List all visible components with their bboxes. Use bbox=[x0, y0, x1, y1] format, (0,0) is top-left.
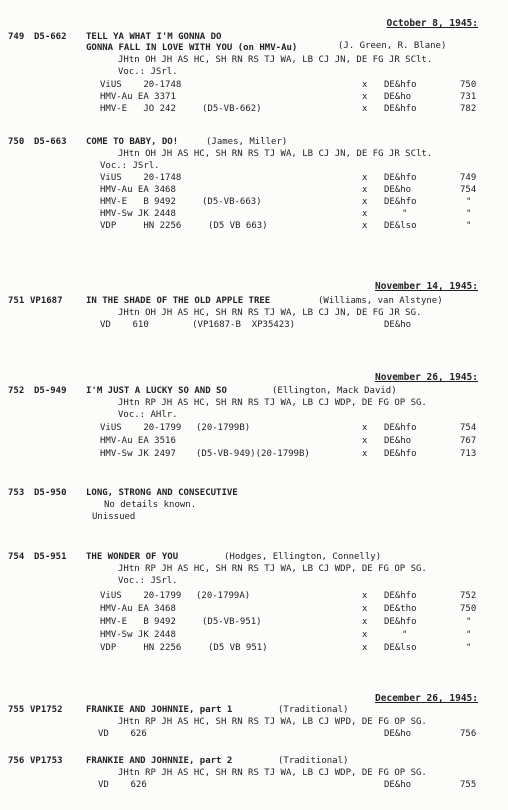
issue-ref: DE&hfo bbox=[384, 423, 417, 433]
song-title: THE WONDER OF YOU bbox=[86, 552, 179, 562]
composers: (Hodges, Ellington, Connelly) bbox=[224, 552, 382, 562]
issue-next: 731 bbox=[460, 92, 477, 102]
entry-number: 756 bbox=[8, 756, 25, 766]
issue-mark: x bbox=[362, 630, 368, 640]
matrix-number: D5-949 bbox=[34, 386, 67, 396]
song-title: LONG, STRONG AND CONSECUTIVE bbox=[86, 488, 238, 498]
issue-ref: DE&hfo bbox=[384, 197, 417, 207]
issue-ref: DE&lso bbox=[384, 643, 417, 653]
issue-mark: x bbox=[362, 449, 368, 459]
issue-extra: (D5-VB-951) bbox=[202, 617, 262, 627]
entry-number: 749 bbox=[8, 32, 25, 42]
issue-extra: (D5 VB 663) bbox=[208, 221, 268, 231]
session-date: November 14, 1945: bbox=[375, 281, 478, 292]
issue-next: 750 bbox=[460, 604, 477, 614]
composers: (Ellington, Mack David) bbox=[272, 386, 397, 396]
issue-mark: x bbox=[362, 604, 368, 614]
issue-ref: DE&ho bbox=[384, 92, 412, 102]
issue-label: HMV-E JO 242 bbox=[100, 104, 176, 114]
issue-next: 752 bbox=[460, 591, 477, 601]
session-date: October 8, 1945: bbox=[386, 18, 478, 29]
entry-number: 753 bbox=[8, 488, 25, 498]
issue-next: 713 bbox=[460, 449, 477, 459]
issue-next: " bbox=[466, 643, 472, 653]
song-title: IN THE SHADE OF THE OLD APPLE TREE bbox=[86, 296, 271, 306]
issue-next: " bbox=[466, 617, 472, 627]
issue-label: ViUS 20-1748 bbox=[100, 173, 182, 183]
issue-label: VD 610 (VP1687-B XP35423) bbox=[100, 320, 296, 330]
issue-label: VD 626 bbox=[98, 780, 147, 790]
issue-ref: DE&hfo bbox=[384, 617, 417, 627]
issue-label: HMV-E B 9492 bbox=[100, 197, 176, 207]
song-title: FRANKIE AND JOHNNIE, part 1 bbox=[86, 705, 233, 715]
issue-next: 750 bbox=[460, 80, 477, 90]
issue-extra: (D5 VB 951) bbox=[208, 643, 268, 653]
vocalist: Voc.: JSrl. bbox=[100, 161, 160, 171]
issue-next: 754 bbox=[460, 185, 477, 195]
personnel: JHtn RP JH AS HC, SH RN RS TJ WA, LB CJ WDP, DE FG OP SG. bbox=[118, 398, 427, 408]
issue-mark: x bbox=[362, 185, 368, 195]
issue-ref: DE&hfo bbox=[384, 104, 417, 114]
entry-number: 752 bbox=[8, 386, 25, 396]
issue-mark: x bbox=[362, 104, 368, 114]
personnel: JHtn OH JH AS HC, SH RN RS TJ WA, LB CJ JN, DE FG JR SClt. bbox=[118, 55, 433, 65]
issue-next: 782 bbox=[460, 104, 477, 114]
session-note: No details known. bbox=[104, 500, 197, 510]
issue-extra: (20-1799B) bbox=[196, 423, 251, 433]
issue-ref: DE&hfo bbox=[384, 80, 417, 90]
composers: (Williams, van Alstyne) bbox=[318, 296, 443, 306]
matrix-number: VP1753 bbox=[30, 756, 63, 766]
composers: (James, Miller) bbox=[206, 137, 288, 147]
issue-extra: (20-1799A) bbox=[196, 591, 251, 601]
personnel: JHtn RP JH AS HC, SH RN RS TJ WA, LB CJ WPD, DE FG OP SG. bbox=[118, 717, 427, 727]
issue-next: " bbox=[466, 209, 472, 219]
session-date: December 26, 1945: bbox=[375, 693, 478, 704]
issue-next: " bbox=[466, 197, 472, 207]
issue-mark: x bbox=[362, 173, 368, 183]
song-title: I'M JUST A LUCKY SO AND SO bbox=[86, 386, 227, 396]
matrix-number: D5-951 bbox=[34, 552, 67, 562]
entry-number: 754 bbox=[8, 552, 25, 562]
issue-next: 749 bbox=[460, 173, 477, 183]
matrix-number: D5-662 bbox=[34, 32, 67, 42]
composers: (Traditional) bbox=[278, 756, 349, 766]
issue-next: 756 bbox=[460, 729, 477, 739]
vocalist: Voc.: AHlr. bbox=[118, 410, 178, 420]
issue-label: HMV-Au EA 3468 bbox=[100, 185, 176, 195]
issue-ref: DE&ho bbox=[384, 320, 412, 330]
issue-extra: (D5-VB-662) bbox=[202, 104, 262, 114]
issue-label: ViUS 20-1748 bbox=[100, 80, 182, 90]
issue-mark: x bbox=[362, 197, 368, 207]
issue-label: HMV-Au EA 3371 bbox=[100, 92, 176, 102]
issue-mark: x bbox=[362, 591, 368, 601]
vocalist: Voc.: JSrl. bbox=[118, 576, 178, 586]
issue-label: HMV-Au EA 3516 bbox=[100, 436, 176, 446]
entry-number: 750 bbox=[8, 137, 25, 147]
matrix-number: D5-663 bbox=[34, 137, 67, 147]
session-note: Unissued bbox=[92, 512, 136, 522]
issue-label: HMV-Au EA 3468 bbox=[100, 604, 176, 614]
issue-mark: x bbox=[362, 209, 368, 219]
composers: (J. Green, R. Blane) bbox=[338, 41, 447, 51]
song-title: GONNA FALL IN LOVE WITH YOU (on HMV-Au) bbox=[86, 43, 298, 53]
issue-ref: DE&hfo bbox=[384, 449, 417, 459]
personnel: JHtn OH JH AS HC, SH RN RS TJ WA, LB CJ JN, DE FG JR SClt. bbox=[118, 149, 433, 159]
entry-number: 751 bbox=[8, 296, 25, 306]
composers: (Traditional) bbox=[278, 705, 349, 715]
issue-next: 767 bbox=[460, 436, 477, 446]
issue-label: ViUS 20-1799 bbox=[100, 591, 182, 601]
personnel: JHtn RP JH AS HC, SH RN RS TJ WA, LB CJ WDP, DE FG OP SG. bbox=[118, 768, 427, 778]
session-date: November 26, 1945: bbox=[375, 372, 478, 383]
issue-ref: DE&tho bbox=[384, 604, 417, 614]
issue-ref: " bbox=[402, 209, 408, 219]
song-title: COME TO BABY, DO! bbox=[86, 137, 179, 147]
issue-label: HMV-E B 9492 bbox=[100, 617, 176, 627]
issue-mark: x bbox=[362, 643, 368, 653]
issue-next: 755 bbox=[460, 780, 477, 790]
issue-label: HMV-Sw JK 2448 bbox=[100, 630, 176, 640]
issue-label: HMV-Sw JK 2497 bbox=[100, 449, 176, 459]
issue-ref: DE&ho bbox=[384, 729, 412, 739]
issue-label: VDP HN 2256 bbox=[100, 221, 182, 231]
song-title: TELL YA WHAT I'M GONNA DO bbox=[86, 32, 222, 42]
issue-next: " bbox=[466, 630, 472, 640]
issue-mark: x bbox=[362, 423, 368, 433]
issue-mark: x bbox=[362, 221, 368, 231]
matrix-number: VP1752 bbox=[30, 705, 63, 715]
issue-ref: DE&ho bbox=[384, 185, 412, 195]
issue-ref: DE&lso bbox=[384, 221, 417, 231]
issue-mark: x bbox=[362, 92, 368, 102]
vocalist: Voc.: JSrl. bbox=[118, 67, 178, 77]
matrix-number: D5-950 bbox=[34, 488, 67, 498]
issue-ref: DE&hfo bbox=[384, 591, 417, 601]
issue-label: ViUS 20-1799 bbox=[100, 423, 182, 433]
issue-ref: DE&hfo bbox=[384, 173, 417, 183]
entry-number: 755 bbox=[8, 705, 25, 715]
issue-next: " bbox=[466, 221, 472, 231]
issue-label: HMV-Sw JK 2448 bbox=[100, 209, 176, 219]
matrix-number: VP1687 bbox=[30, 296, 63, 306]
issue-extra: (D5-VB-949)(20-1799B) bbox=[196, 449, 310, 459]
issue-extra: (D5-VB-663) bbox=[202, 197, 262, 207]
issue-mark: x bbox=[362, 436, 368, 446]
issue-mark: x bbox=[362, 617, 368, 627]
issue-next: 754 bbox=[460, 423, 477, 433]
personnel: JHtn RP JH AS HC, SH RN RS TJ WA, LB CJ WDP, DE FG OP SG. bbox=[118, 564, 427, 574]
issue-label: VDP HN 2256 bbox=[100, 643, 182, 653]
issue-label: VD 626 bbox=[98, 729, 147, 739]
issue-ref: DE&ho bbox=[384, 436, 412, 446]
issue-mark: x bbox=[362, 80, 368, 90]
issue-ref: " bbox=[402, 630, 408, 640]
issue-ref: DE&ho bbox=[384, 780, 412, 790]
song-title: FRANKIE AND JOHNNIE, part 2 bbox=[86, 756, 233, 766]
personnel: JHtn OH JH AS HC, SH RN RS TJ WA, LB CJ JN, DE FG JR SG. bbox=[118, 308, 422, 318]
